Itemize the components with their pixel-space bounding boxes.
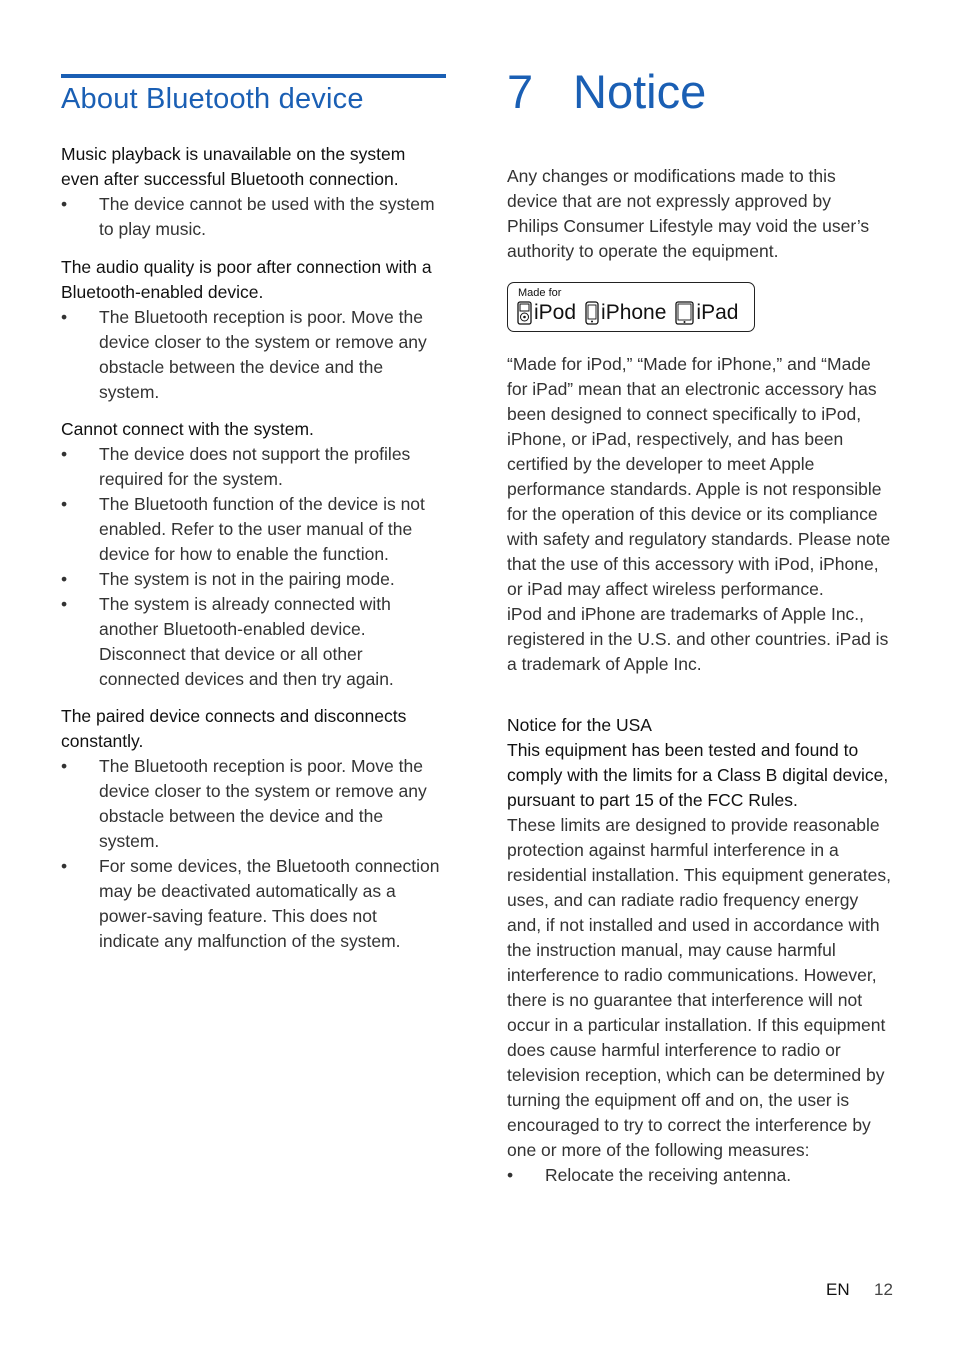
list-item: • The Bluetooth function of the device is not enabled. Refer to the user manual of the device for how to enable the function.	[61, 494, 425, 564]
badge-iphone: iPhone	[585, 301, 666, 325]
fcc-text: These limits are designed to provide reasonable protection against harmful interference in a residential installation. This equipment generates, uses, and can radiate radio frequency energy and, if not installed and used in accordance with the instruction manual, may cause harmful interference to radio communications. However, there is no guarantee that interference will not occur in a particular installation. If this equipment does cause harmful interference to radio or television reception, which can be determined by turning the equipment off and on, the user is encouraged to try to correct the interference by one or more of the following measures:	[507, 815, 891, 1160]
ipod-icon	[517, 301, 532, 325]
list-item: • For some devices, the Bluetooth connection may be deactivated automatically as a power-saving feature. This does not indicate any malfunction of the system.	[61, 856, 440, 951]
footer-language: EN	[826, 1280, 850, 1299]
intro-paragraph: Any changes or modifications made to this device that are not expressly approved by Philips Consumer Lifestyle may void the user’s authority to operate the equipment.	[507, 166, 870, 261]
usa-notice	[507, 713, 897, 1188]
usa-heading: Notice for the USA	[507, 715, 652, 735]
bullet-icon: •	[61, 444, 68, 464]
list-item: • The device does not support the profiles required for the system.	[61, 444, 411, 489]
issue-heading: Cannot connect with the system.	[61, 419, 314, 439]
bullet-icon: •	[61, 569, 68, 589]
chapter-number: 7	[507, 65, 534, 118]
made-for-badge	[507, 282, 755, 332]
badge-ipod: iPod	[517, 301, 576, 325]
section-rule	[61, 74, 446, 78]
list-item: • The device cannot be used with the system to play music.	[61, 194, 435, 239]
issue-block	[61, 142, 441, 242]
chapter-title	[507, 64, 706, 119]
list-item: • The system is already connected with another Bluetooth-enabled device. Disconnect that device or all other connected devices and then try again.	[61, 594, 394, 689]
bullet-icon: •	[61, 494, 68, 514]
list-item: • The Bluetooth reception is poor. Move the device closer to the system or remove any obstacle between the device and the system.	[61, 307, 427, 402]
bullet-icon: •	[507, 1165, 514, 1185]
issue-block	[61, 255, 441, 405]
bullet-icon: •	[61, 594, 68, 614]
page-number: 12	[874, 1280, 893, 1299]
trademark-paragraph: iPod and iPhone are trademarks of Apple Inc., registered in the U.S. and other countries. iPad is a trademark of Apple Inc.	[507, 604, 889, 674]
issue-heading: Music playback is unavailable on the system even after successful Bluetooth connection.	[61, 144, 406, 189]
issue-block	[61, 704, 441, 954]
list-item: • The system is not in the pairing mode.	[61, 567, 447, 592]
issue-block	[61, 417, 447, 692]
bullet-icon: •	[61, 856, 68, 876]
badge-devices	[517, 301, 747, 325]
issue-heading: The paired device connects and disconnects constantly.	[61, 706, 407, 751]
badge-ipad: iPad	[675, 301, 738, 325]
chapter-title-text: Notice	[573, 65, 707, 118]
badge-label: Made for	[518, 287, 562, 299]
bullet-icon: •	[61, 194, 68, 214]
list-item: • The Bluetooth reception is poor. Move the device closer to the system or remove any obstacle between the device and the system.	[61, 756, 427, 851]
issue-heading: The audio quality is poor after connection with a Bluetooth-enabled device.	[61, 257, 432, 302]
section-title: About Bluetooth device	[61, 83, 364, 115]
made-for-paragraph: “Made for iPod,” “Made for iPhone,” and “Made for iPad” mean that an electronic accessory has been designed to connect specifically to iPod, iPhone, or iPad, respectively, and has been certified by the developer to meet Apple performance standards. Apple is not responsible for the operation of this device or its compliance with safety and regulatory standards. Please note that the use of this accessory with iPod, iPhone, or iPad may affect wireless performance. iPod and iPhone are trademarks of Apple Inc., registered in the U.S. and other countries. iPad is a trademark of Apple Inc.	[507, 352, 892, 677]
fcc-statement: This equipment has been tested and found to comply with the limits for a Class B digital device, pursuant to part 15 of the FCC Rules.	[507, 740, 889, 810]
bullet-icon: •	[61, 307, 68, 327]
list-item: • Relocate the receiving antenna.	[507, 1163, 897, 1188]
ipad-icon	[675, 301, 694, 325]
bullet-icon: •	[61, 756, 68, 776]
iphone-icon	[585, 301, 599, 325]
